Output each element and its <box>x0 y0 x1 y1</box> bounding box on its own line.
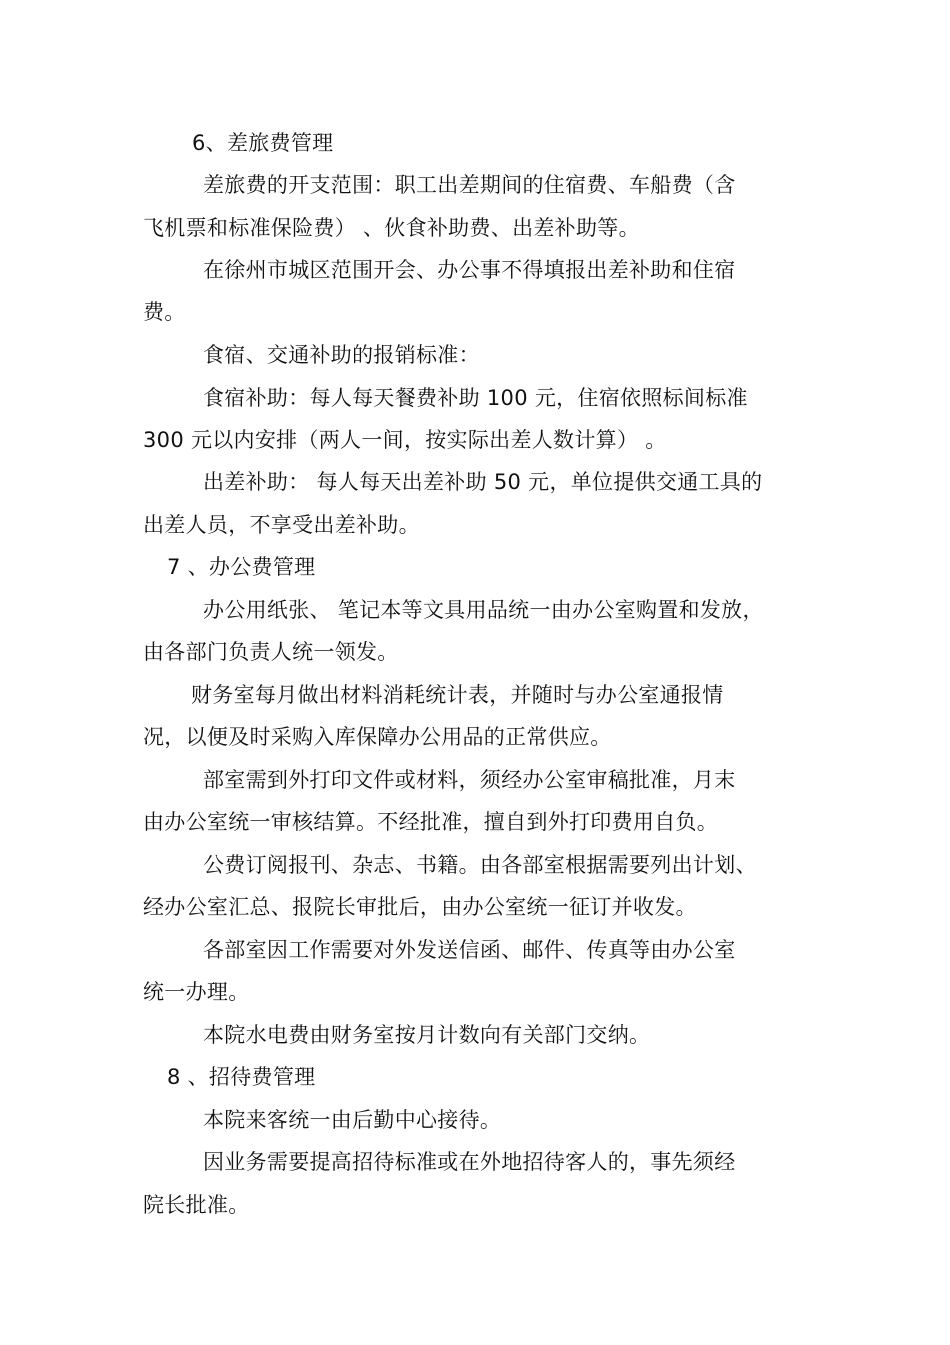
paragraph-line: 飞机票和标准保险费） 、伙食补助费、出差补助等。 <box>143 216 640 240</box>
paragraph-line: 经办公室汇总、报院长审批后，由办公室统一征订并收发。 <box>143 895 697 919</box>
paragraph-line: 食宿补助：每人每天餐费补助 100 元，住宿依照标间标准 <box>203 386 748 410</box>
paragraph-line: 本院水电费由财务室按月计数向有关部门交纳。 <box>203 1023 651 1047</box>
section-heading-6: 6、差旅费管理 <box>192 131 334 155</box>
paragraph-line: 部室需到外打印文件或材料，须经办公室审稿批准，月末 <box>203 768 736 792</box>
paragraph-line: 办公用纸张、 笔记本等文具用品统一由办公室购置和发放， <box>203 598 764 622</box>
paragraph-line: 由办公室统一审核结算。不经批准，擅自到外打印费用自负。 <box>143 810 719 834</box>
section-heading-7: 7 、办公费管理 <box>167 555 316 579</box>
paragraph-line: 院长批准。 <box>143 1193 250 1217</box>
paragraph-line: 由各部门负责人统一领发。 <box>143 640 399 664</box>
paragraph-line: 在徐州市城区范围开会、办公事不得填报出差补助和住宿 <box>203 258 736 282</box>
paragraph-line: 公费订阅报刊、杂志、书籍。由各部室根据需要列出计划、 <box>203 853 757 877</box>
paragraph-line: 食宿、交通补助的报销标准： <box>203 343 480 367</box>
paragraph-line: 费。 <box>143 300 186 324</box>
paragraph-line: 各部室因工作需要对外发送信函、邮件、传真等由办公室 <box>203 938 736 962</box>
paragraph-line: 财务室每月做出材料消耗统计表，并随时与办公室通报情 <box>191 683 724 707</box>
paragraph-line: 差旅费的开支范围：职工出差期间的住宿费、车船费（含 <box>203 173 736 197</box>
paragraph-line: 况，以便及时采购入库保障办公用品的正常供应。 <box>143 725 612 749</box>
paragraph-line: 出差人员，不享受出差补助。 <box>143 513 420 537</box>
paragraph-line: 因业务需要提高招待标准或在外地招待客人的，事先须经 <box>203 1150 736 1174</box>
section-heading-8: 8 、招待费管理 <box>167 1065 316 1089</box>
paragraph-line: 统一办理。 <box>143 980 250 1004</box>
paragraph-line: 出差补助： 每人每天出差补助 50 元，单位提供交通工具的 <box>203 470 763 494</box>
paragraph-line: 300 元以内安排（两人一间，按实际出差人数计算） 。 <box>143 428 667 452</box>
paragraph-line: 本院来客统一由后勤中心接待。 <box>203 1108 502 1132</box>
